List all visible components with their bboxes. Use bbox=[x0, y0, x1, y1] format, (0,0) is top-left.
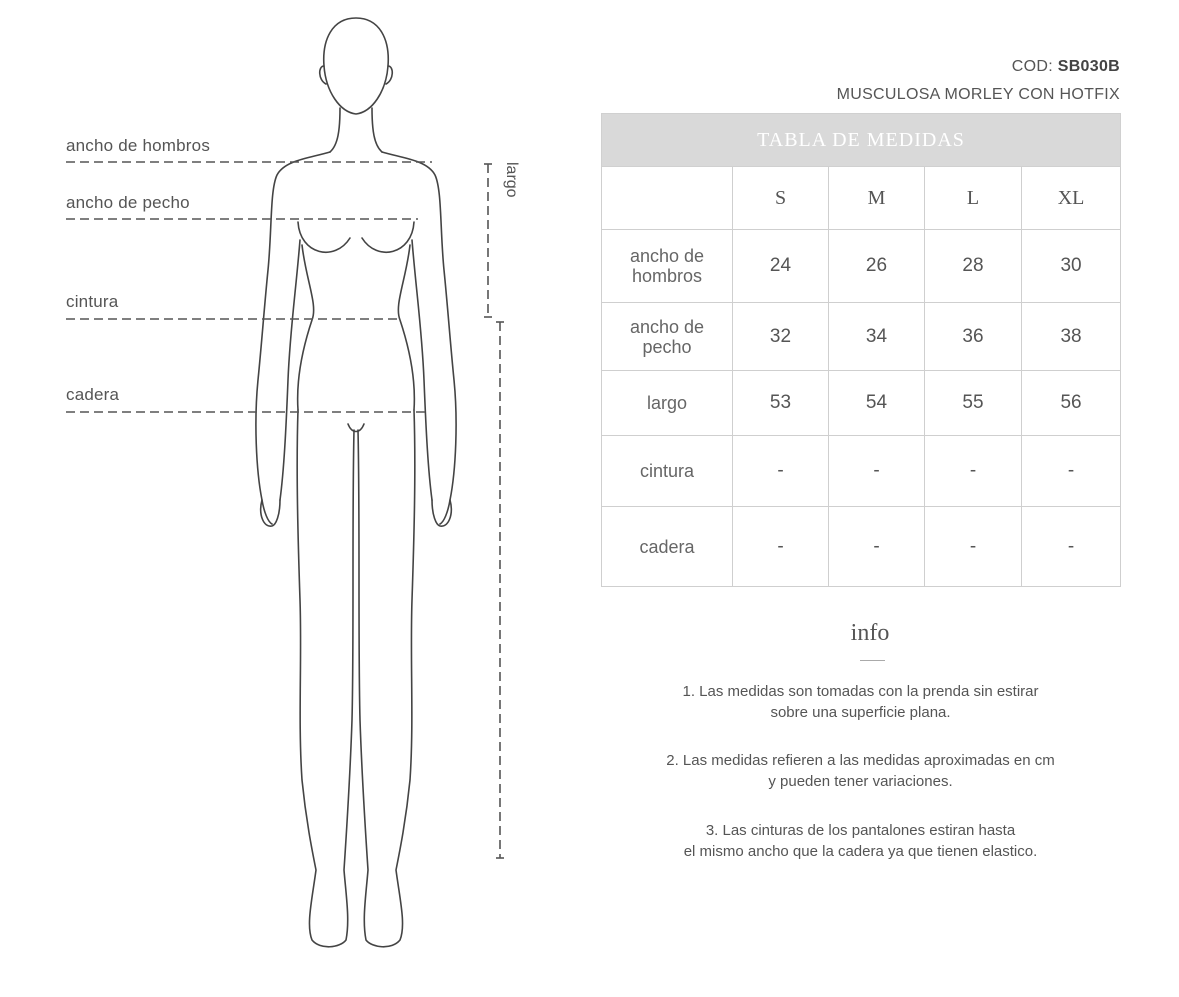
empty-corner-cell bbox=[602, 167, 733, 230]
size-header-l: L bbox=[925, 167, 1022, 230]
table-cell: 36 bbox=[925, 303, 1022, 371]
info-divider bbox=[860, 660, 885, 661]
info-heading: info bbox=[850, 620, 890, 646]
product-code bbox=[1012, 58, 1120, 76]
label-shoulder-width: ancho de hombros bbox=[66, 136, 211, 155]
table-cell: 53 bbox=[733, 371, 829, 436]
table-row bbox=[602, 371, 1121, 436]
table-cell: 32 bbox=[733, 303, 829, 371]
table-cell: 28 bbox=[925, 230, 1022, 303]
row-label-length: largo bbox=[602, 371, 733, 436]
info-note-1: 1. Las medidas son tomadas con la prenda sin estirar sobre una superficie plana. bbox=[682, 683, 1039, 721]
table-row bbox=[602, 303, 1121, 371]
row-label-shoulders: ancho de hombros bbox=[602, 230, 733, 303]
size-header-m: M bbox=[829, 167, 925, 230]
table-cell: - bbox=[925, 507, 1022, 587]
info-note-3: 3. Las cinturas de los pantalones estiran hasta el mismo ancho que la cadera ya que tienen elastico. bbox=[683, 822, 1038, 860]
size-header-row bbox=[602, 167, 1121, 230]
product-code-value: SB030B bbox=[1057, 58, 1120, 75]
table-cell: - bbox=[733, 436, 829, 507]
product-code-prefix: COD: bbox=[1011, 58, 1058, 75]
info-note-2: 2. Las medidas refieren a las medidas aproximadas en cm y pueden tener variaciones. bbox=[666, 752, 1055, 790]
table-row bbox=[602, 436, 1121, 507]
label-hip: cadera bbox=[66, 385, 120, 404]
table-cell: 56 bbox=[1022, 371, 1121, 436]
table-cell: 24 bbox=[733, 230, 829, 303]
size-header-s: S bbox=[733, 167, 829, 230]
row-label-chest: ancho de pecho bbox=[602, 303, 733, 371]
row-label-waist: cintura bbox=[602, 436, 733, 507]
table-cell: 34 bbox=[829, 303, 925, 371]
table-cell: 54 bbox=[829, 371, 925, 436]
label-chest-width: ancho de pecho bbox=[66, 193, 190, 212]
label-waist: cintura bbox=[66, 292, 119, 311]
table-cell: - bbox=[733, 507, 829, 587]
table-cell: - bbox=[829, 507, 925, 587]
table-row bbox=[602, 507, 1121, 587]
row-label-hip: cadera bbox=[602, 507, 733, 587]
size-header-xl: XL bbox=[1022, 167, 1121, 230]
label-length: largo bbox=[503, 162, 520, 198]
table-cell: - bbox=[829, 436, 925, 507]
table-cell: 30 bbox=[1022, 230, 1121, 303]
table-title: TABLA DE MEDIDAS bbox=[602, 114, 1121, 167]
table-row bbox=[602, 230, 1121, 303]
product-name: MUSCULOSA MORLEY CON HOTFIX bbox=[836, 86, 1120, 103]
table-cell: - bbox=[925, 436, 1022, 507]
body-figure-panel bbox=[0, 0, 560, 997]
table-cell: 38 bbox=[1022, 303, 1121, 371]
size-chart-table bbox=[601, 113, 1121, 587]
table-cell: - bbox=[1022, 507, 1121, 587]
table-cell: 55 bbox=[925, 371, 1022, 436]
table-cell: - bbox=[1022, 436, 1121, 507]
table-cell: 26 bbox=[829, 230, 925, 303]
